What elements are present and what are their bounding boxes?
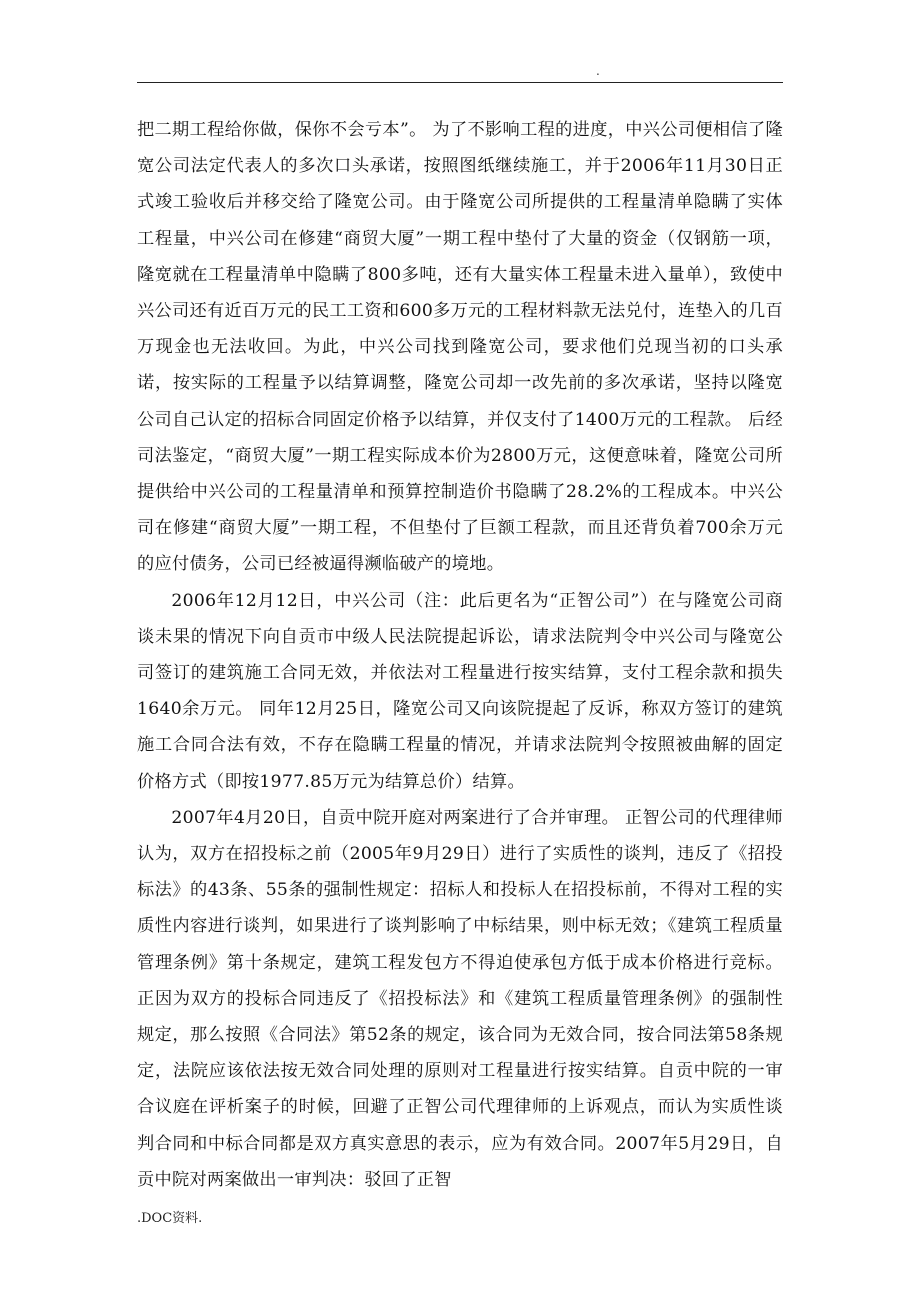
paragraph-1: 把二期工程给你做，保你不会亏本”。 为了不影响工程的进度，中兴公司便相信了隆宽公司法定代表人的多次口头承诺，按照图纸继续施工，并于2006年11月30日正式竣工验收后并移交给了隆宽公司。由于隆宽公司所提供的工程量清单隐瞒了实体工程量，中兴公司在修建“商贸大厦”一期工程中垫付了大量的资金（仅钢筋一项，隆宽就在工程量清单中隐瞒了800多吨，还有大量实体工程量未进入量单），致使中兴公司还有近百万元的民工工资和600多万元的工程材料款无法兑付，连垫入的几百万现金也无法收回。为此，中兴公司找到隆宽公司，要求他们兑现当初的口头承诺，按实际的工程量予以结算调整，隆宽公司却一改先前的多次承诺，坚持以隆宽公司自己认定的招标合同固定价格予以结算，并仅支付了1400万元的工程款。 后经司法鉴定，“商贸大厦”一期工程实际成本价为2800万元，这便意味着，隆宽公司所提供给中兴公司的工程量清单和预算控制造价书隐瞒了28.2%的工程成本。中兴公司在修建“商贸大厦”一期工程，不但垫付了巨额工程款，而且还背负着700余万元的应付债务，公司已经被逼得濒临破产的境地。 (137, 120, 783, 575)
footer-label: .DOC资料. (137, 1211, 203, 1226)
header-rule (137, 82, 783, 83)
header-mark: . (596, 64, 600, 78)
paragraph-2: 2006年12月12日，中兴公司（注：此后更名为“正智公司”）在与隆宽公司商谈未果的情况下向自贡市中级人民法院提起诉讼，请求法院判令中兴公司与隆宽公司签订的建筑施工合同无效，并依法对工程量进行按实结算，支付工程余款和损失1640余万元。 同年12月25日，隆宽公司又向该院提起了反诉，称双方签订的建筑施工合同合法有效，不存在隐瞒工程量的情况，并请求法院判令按照被曲解的固定价格方式（即按1977.85万元为结算总价）结算。 (137, 590, 783, 792)
paragraph-3: 2007年4月20日，自贡中院开庭对两案进行了合并审理。 正智公司的代理律师认为，双方在招投标之前（2005年9月29日）进行了实质性的谈判，违反了《招投标法》的43条、55条的强制性规定：招标人和投标人在招投标前，不得对工程的实质性内容进行谈判，如果进行了谈判影响了中标结果，则中标无效；《建筑工程质量管理条例》第十条规定，建筑工程发包方不得迫使承包方低于成本价格进行竞标。正因为双方的投标合同违反了《招投标法》和《建筑工程质量管理条例》的强制性规定，那么按照《合同法》第52条的规定，该合同为无效合同，按合同法第58条规定，法院应该依法按无效合同处理的原则对工程量进行按实结算。自贡中院的一审合议庭在评析案子的时候，回避了正智公司代理律师的上诉观点，而认为实质性谈判合同和中标合同都是双方真实意思的表示，应为有效合同。2007年5月29日，自贡中院对两案做出一审判决：驳回了正智 (137, 807, 783, 1190)
body-text (137, 112, 783, 1198)
